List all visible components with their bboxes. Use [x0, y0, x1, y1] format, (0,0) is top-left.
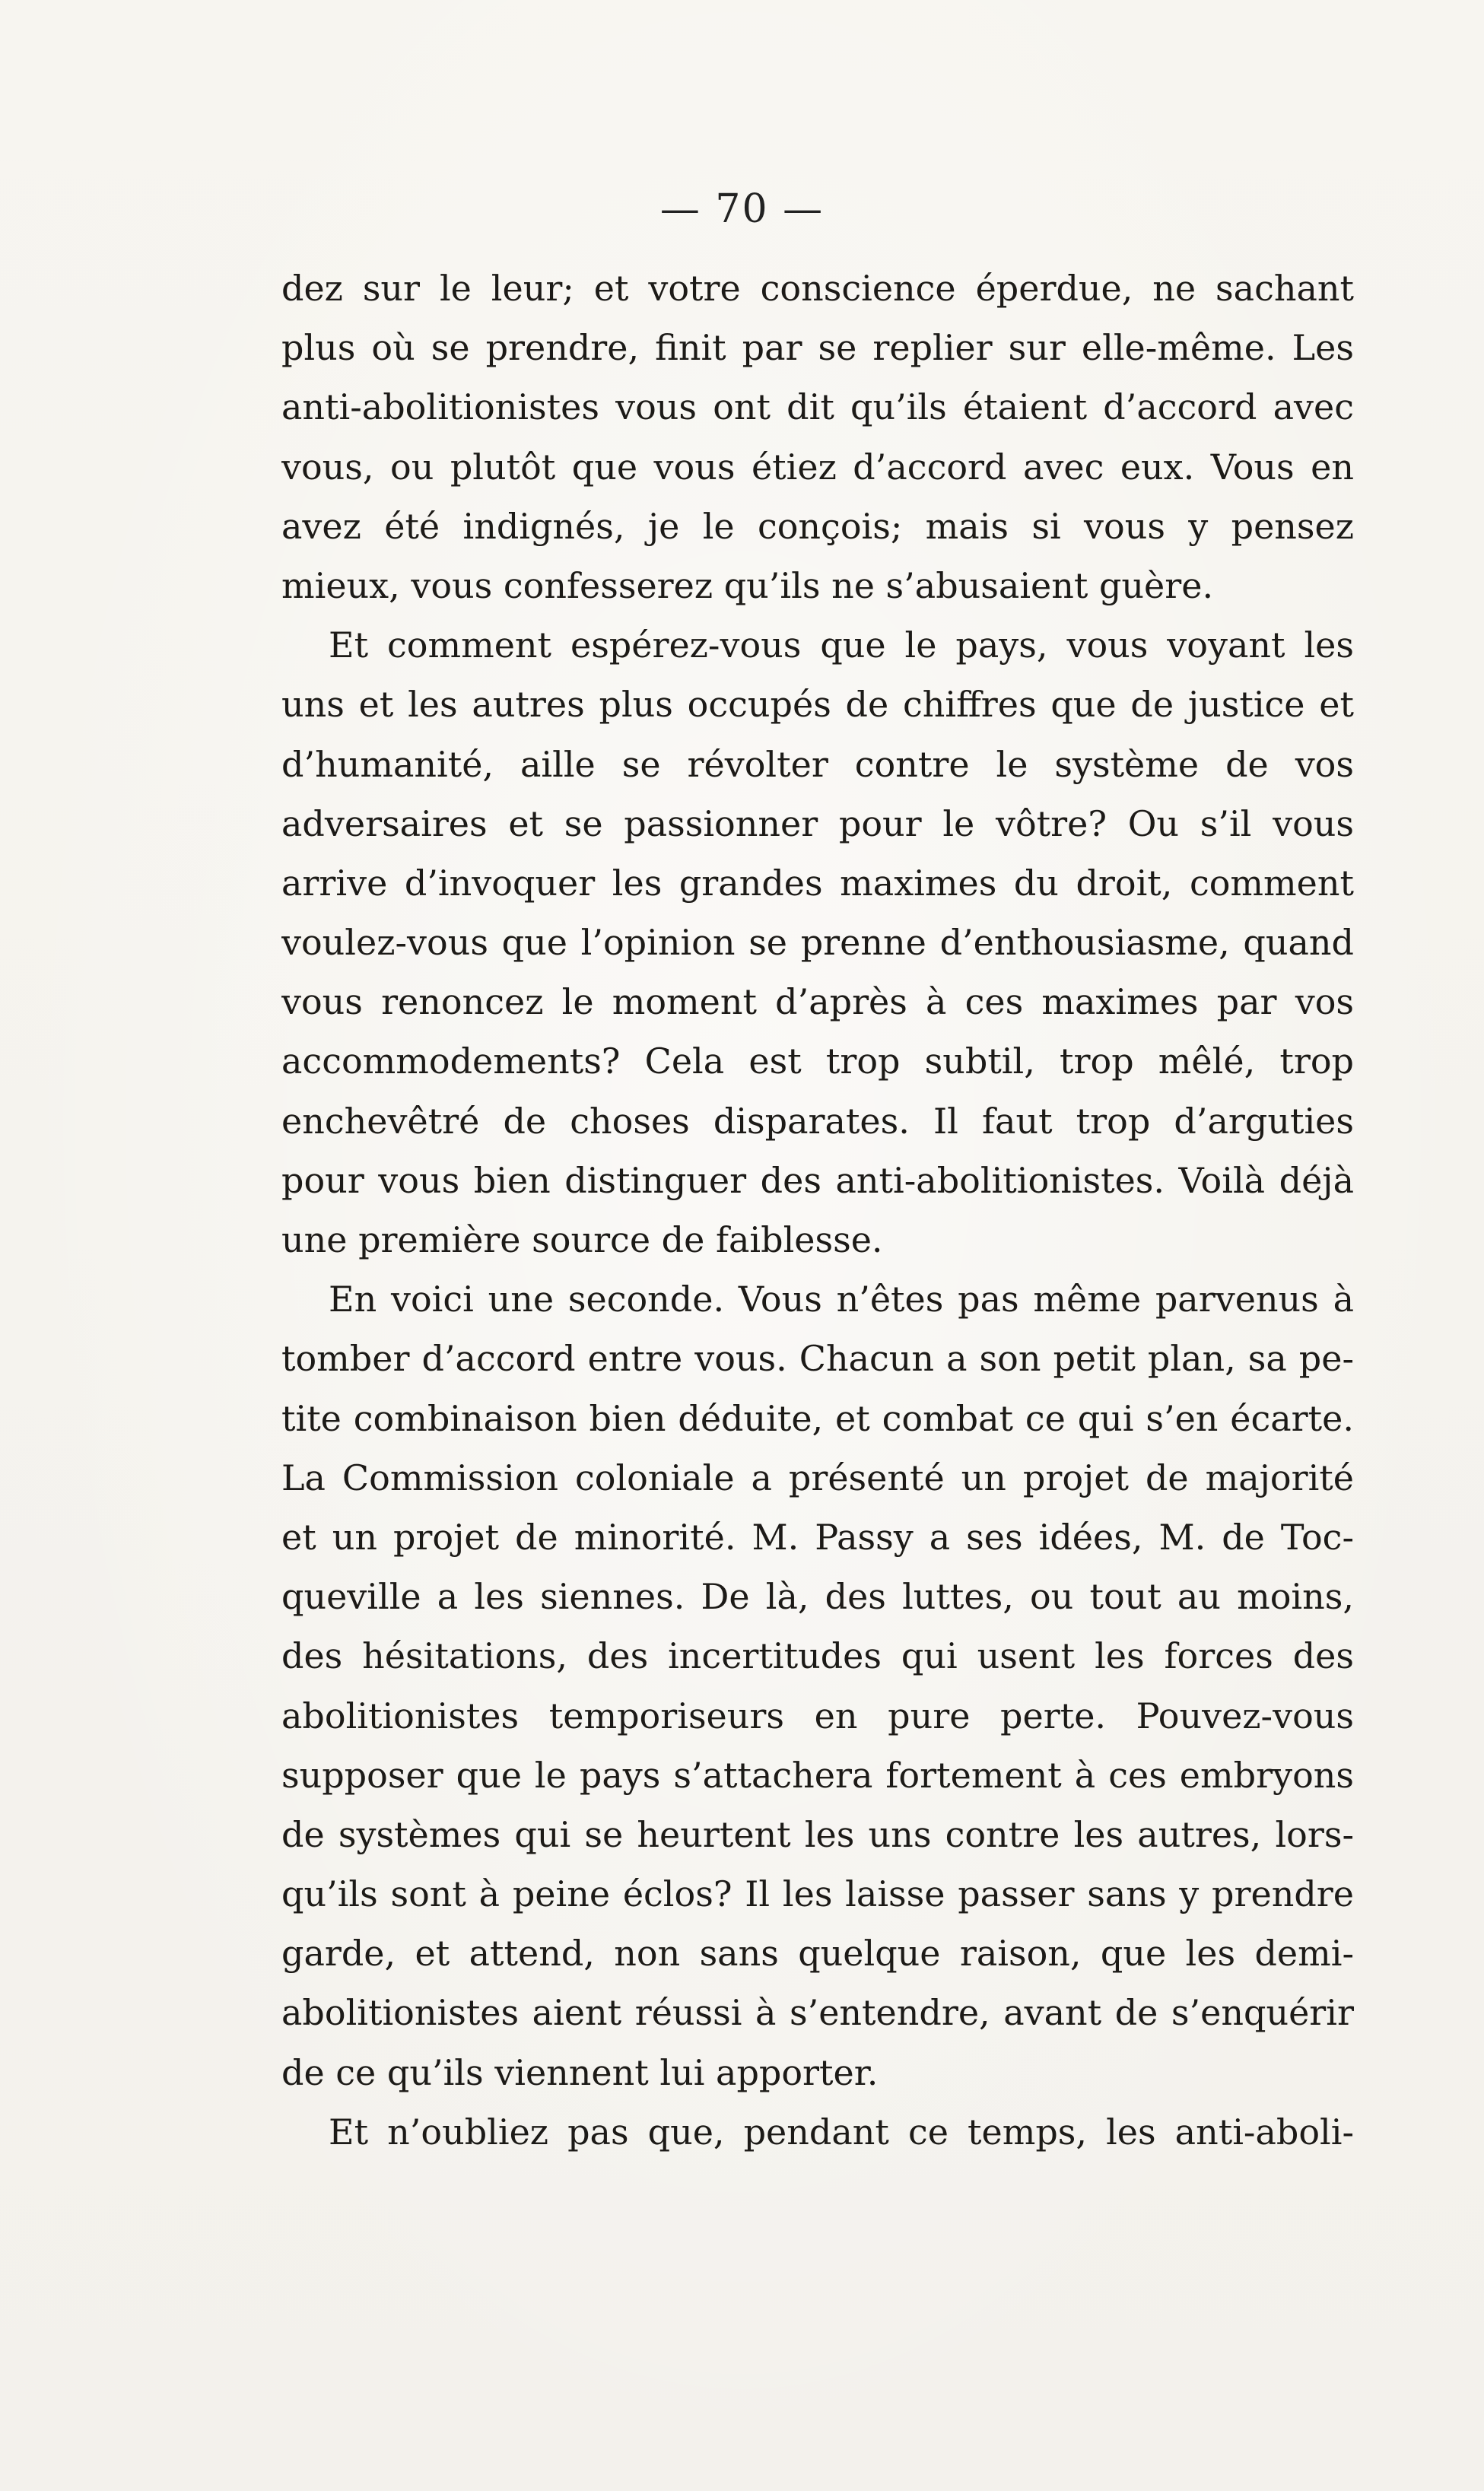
text-line: des hésitations, des incertitudes qui usent les forces des	[281, 1635, 1354, 1677]
text-line: uns et les autres plus occupés de chiffres que de justice et	[281, 684, 1354, 726]
text-line: dez sur le leur; et votre conscience éperdue, ne sachant	[281, 268, 1354, 309]
text-line: arrive d’invoquer les grandes maximes du droit, comment	[281, 862, 1354, 904]
text-line: anti-abolitionistes vous ont dit qu’ils étaient d’accord avec	[281, 386, 1354, 428]
text-line: supposer que le pays s’attachera fortement à ces embryons	[281, 1754, 1354, 1796]
text-line: tomber d’accord entre vous. Chacun a son petit plan, sa pe-	[281, 1338, 1354, 1380]
text-line: avez été indignés, je le conçois; mais si vous y pensez	[281, 505, 1354, 547]
text-line: abolitionistes aient réussi à s’entendre, avant de s’enquérir	[281, 1992, 1354, 2034]
text-line: vous, ou plutôt que vous étiez d’accord avec eux. Vous en	[281, 446, 1354, 488]
text-line: voulez-vous que l’opinion se prenne d’enthousiasme, quand	[281, 922, 1354, 964]
text-line: abolitionistes temporiseurs en pure perte. Pouvez-vous	[281, 1695, 1354, 1736]
text-line: tite combinaison bien déduite, et combat ce qui s’en écarte.	[281, 1397, 1354, 1439]
text-line: enchevêtré de choses disparates. Il faut trop d’arguties	[281, 1100, 1354, 1142]
text-line: plus où se prendre, finit par se replier sur elle-même. Les	[281, 327, 1354, 369]
text-line: adversaires et se passionner pour le vôtre? Ou s’il vous	[281, 802, 1354, 844]
text-line: Et n’oubliez pas que, pendant ce temps, les anti-aboli-	[329, 2111, 1354, 2153]
text-line: accommodements? Cela est trop subtil, trop mêlé, trop	[281, 1041, 1354, 1082]
text-line: d’humanité, aille se révolter contre le système de vos	[281, 743, 1354, 785]
body-text	[281, 259, 1354, 2162]
text-line: et un projet de minorité. M. Passy a ses idées, M. de Toc-	[281, 1516, 1354, 1558]
text-line: garde, et attend, non sans quelque raison, que les demi-	[281, 1933, 1354, 1975]
text-line: queville a les siennes. De là, des luttes, ou tout au moins,	[281, 1576, 1354, 1618]
text-line: mieux, vous confesserez qu’ils ne s’abusaient guère.	[281, 564, 1214, 606]
text-line: La Commission coloniale a présenté un projet de majorité	[281, 1457, 1354, 1498]
text-line: En voici une seconde. Vous n’êtes pas même parvenus à	[329, 1279, 1354, 1320]
text-line: de systèmes qui se heurtent les uns contre les autres, lors-	[281, 1813, 1354, 1855]
text-line: vous renoncez le moment d’après à ces maximes par vos	[281, 981, 1354, 1023]
text-line: Et comment espérez-vous que le pays, vous voyant les	[329, 624, 1354, 666]
text-line: de ce qu’ils viennent lui apporter.	[281, 2051, 879, 2093]
text-line: qu’ils sont à peine éclos? Il les laisse passer sans y prendre	[281, 1873, 1354, 1915]
page-number: — 70 —	[659, 186, 825, 232]
text-line: pour vous bien distinguer des anti-abolitionistes. Voilà déjà	[281, 1159, 1354, 1201]
text-line: une première source de faiblesse.	[281, 1219, 883, 1260]
